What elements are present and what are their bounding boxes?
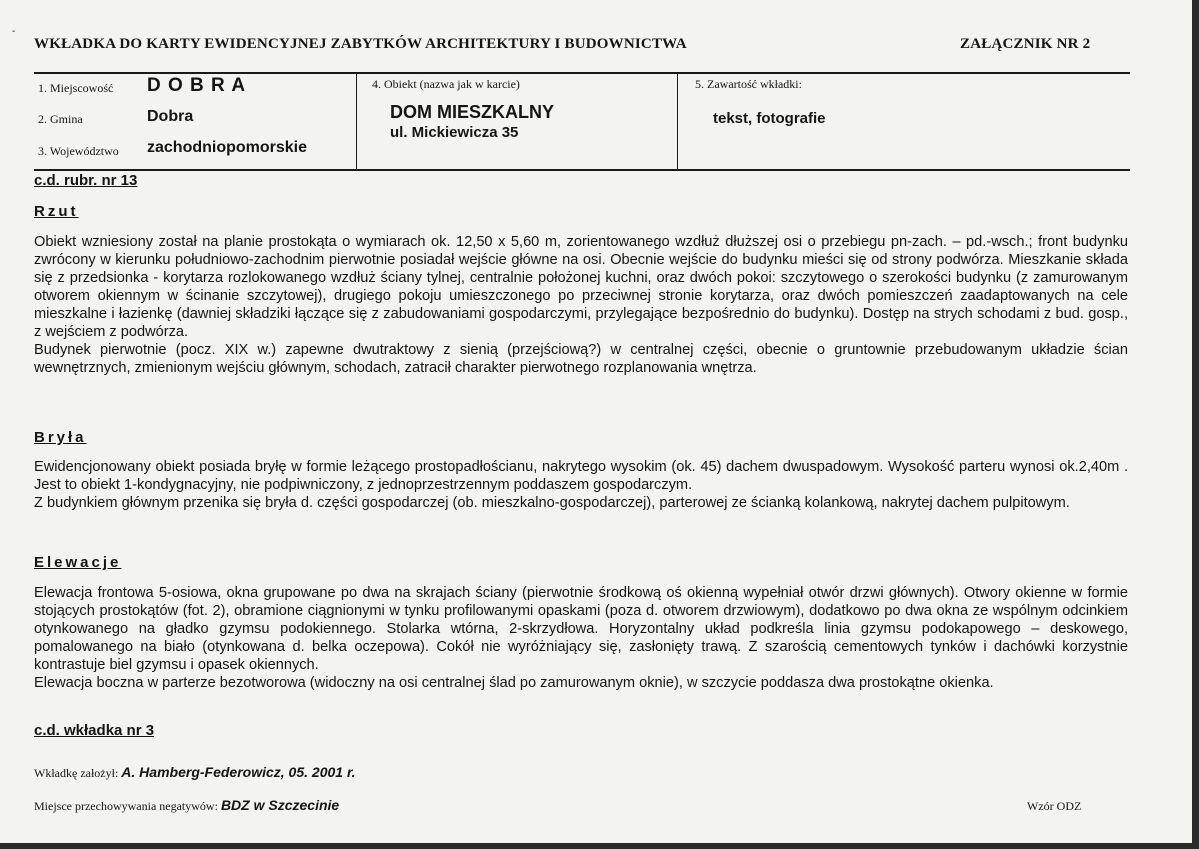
miejscowosc-label: 1. Miejscowość: [38, 81, 114, 95]
obiekt-label: 4. Obiekt (nazwa jak w karcie): [372, 77, 520, 91]
section-body-elewacje: [34, 584, 1128, 692]
author-value: A. Hamberg-Federowicz, 05. 2001 r.: [121, 764, 356, 780]
scan-edge-right: [1192, 0, 1199, 849]
section-body-rzut: [34, 233, 1128, 377]
wojewodztwo-value: zachodniopomorskie: [147, 139, 308, 156]
storage-label: Miejsce przechowywania negatywów:: [34, 799, 218, 813]
paragraph: Z budynkiem głównym przenika się bryła d. części gospodarczej (ob. mieszkalno-gospodarczej), parterowej ze ścianką kolankową, nakrytej dachem pulpitowym.: [34, 495, 1070, 511]
section-heading-elewacje: Elewacje: [34, 554, 122, 571]
document-title: WKŁADKA DO KARTY EWIDENCYJNEJ ZABYTKÓW ARCHITEKTURY I BUDOWNICTWA: [34, 36, 687, 52]
zawartosc-label: 5. Zawartość wkładki:: [695, 77, 802, 91]
header-rule: [34, 72, 1130, 74]
storage-value: BDZ w Szczecinie: [220, 797, 340, 813]
paragraph: Ewidencjonowany obiekt posiada bryłę w formie leżącego prostopadłościanu, nakrytego wysokim (ok. 45) dachem dwuspadowym. Wysokość parteru wynosi ok.2,40m . Jest to obiekt 1-kondygnacyjny, nie podpiwniczony, z jednoprzestrzennym poddaszem gospodarczym.: [34, 459, 1128, 493]
continuation-from: c.d. rubr. nr 13: [34, 172, 138, 189]
scan-mark: -: [12, 26, 16, 37]
section-heading-rzut: Rzut: [34, 203, 79, 220]
paragraph: Obiekt wzniesiony został na planie prostokąta o wymiarach ok. 12,50 x 5,60 m, zorientowanego wzdłuż dłuższej osi o przebiegu pn-zach. – pd.-wsch.; front budynku zwrócony w kierunku południowo-zachodnim pierwotnie posiadał wejście główne na osi. Obecnie wejście do budynku mieści się od strony podwórza. Mieszkanie składa się z przedsionka - korytarza rozlokowanego wzdłuż ściany tylnej, centralnie położonej kuchni, oraz dwóch pokoi: szczytowego o szerokości budynku (z zamurowanym otworem okiennym w ścinanie szczytowej), drugiego pokoju umieszczonego po przeciwnej stronie korytarza, oraz dwóch pomieszczeń zaadaptowanych na cele mieszkalne i łazienkę (dawniej składziki łączące się z zabudowaniami gospodarczymi, przylegające bezpośrednio do budynku). Dostęp na strych schodami z bud. gosp., z wejściem z podwórza.: [34, 234, 1128, 340]
template-mark: Wzór ODZ: [1027, 799, 1082, 813]
section-heading-bryla: Bryła: [34, 429, 87, 446]
fields-bottom-rule: [34, 169, 1130, 171]
section-body-bryla: [34, 458, 1128, 512]
obiekt-name: DOM MIESZKALNY: [390, 102, 554, 122]
gmina-label: 2. Gmina: [38, 112, 83, 126]
storage-line: [34, 797, 339, 814]
miejscowosc-value: D O B R A: [147, 75, 247, 96]
attachment-number: ZAŁĄCZNIK NR 2: [960, 36, 1091, 52]
zawartosc-value: tekst, fotografie: [713, 110, 826, 127]
author-line: [34, 764, 356, 781]
paragraph: Elewacja frontowa 5-osiowa, okna grupowane po dwa na skrajach ściany (pierwotnie środkową oś okienną wypełniał otwór drzwi głównych). Otwory okienne w formie stojących prostokątów (fot. 2), obramione ciągnionymi w tynku profilowanymi opaskami (poza d. otworem drzwiowym), dodatkowo po dwa okna ze wspólnym odcinkiem otynkowanego na gładko gzymsu podokiennego. Stolarka wtórna, 2-skrzydłowa. Horyzontalny układ podkreśla linia gzymsu podokapowego – deskowego, pomalowanego na biało (otynkowana d. belka oczepowa). Cokół nie wyróżniający się, zasłonięty trawą. Z szarością cementowych tynków i dachówki korzystnie kontrastuje biel gzymsu i opasek okiennych.: [34, 585, 1128, 673]
continuation-next: c.d. wkładka nr 3: [34, 722, 155, 739]
obiekt-address: ul. Mickiewicza 35: [390, 124, 519, 141]
author-label: Wkładkę założył:: [34, 766, 119, 780]
gmina-value: Dobra: [147, 108, 194, 125]
paragraph: Elewacja boczna w parterze bezotworowa (widoczny na osi centralnej ślad po zamurowanym oknie), w szczycie poddasza dwa prostokątne okienka.: [34, 675, 994, 691]
scan-edge-bottom: [0, 843, 1199, 849]
field-divider-2: [677, 74, 678, 170]
paragraph: Budynek pierwotnie (pocz. XIX w.) zapewne dwutraktowy z sienią (przejściową?) w centralnej części, obecnie o gruntownie przebudowanym układzie ścian wewnętrznych, zmienionym wejściu głównym, schodach, zatracił charakter pierwotnego rozplanowania wnętrza.: [34, 342, 1128, 376]
wojewodztwo-label: 3. Województwo: [38, 144, 119, 158]
field-divider-1: [356, 74, 357, 170]
